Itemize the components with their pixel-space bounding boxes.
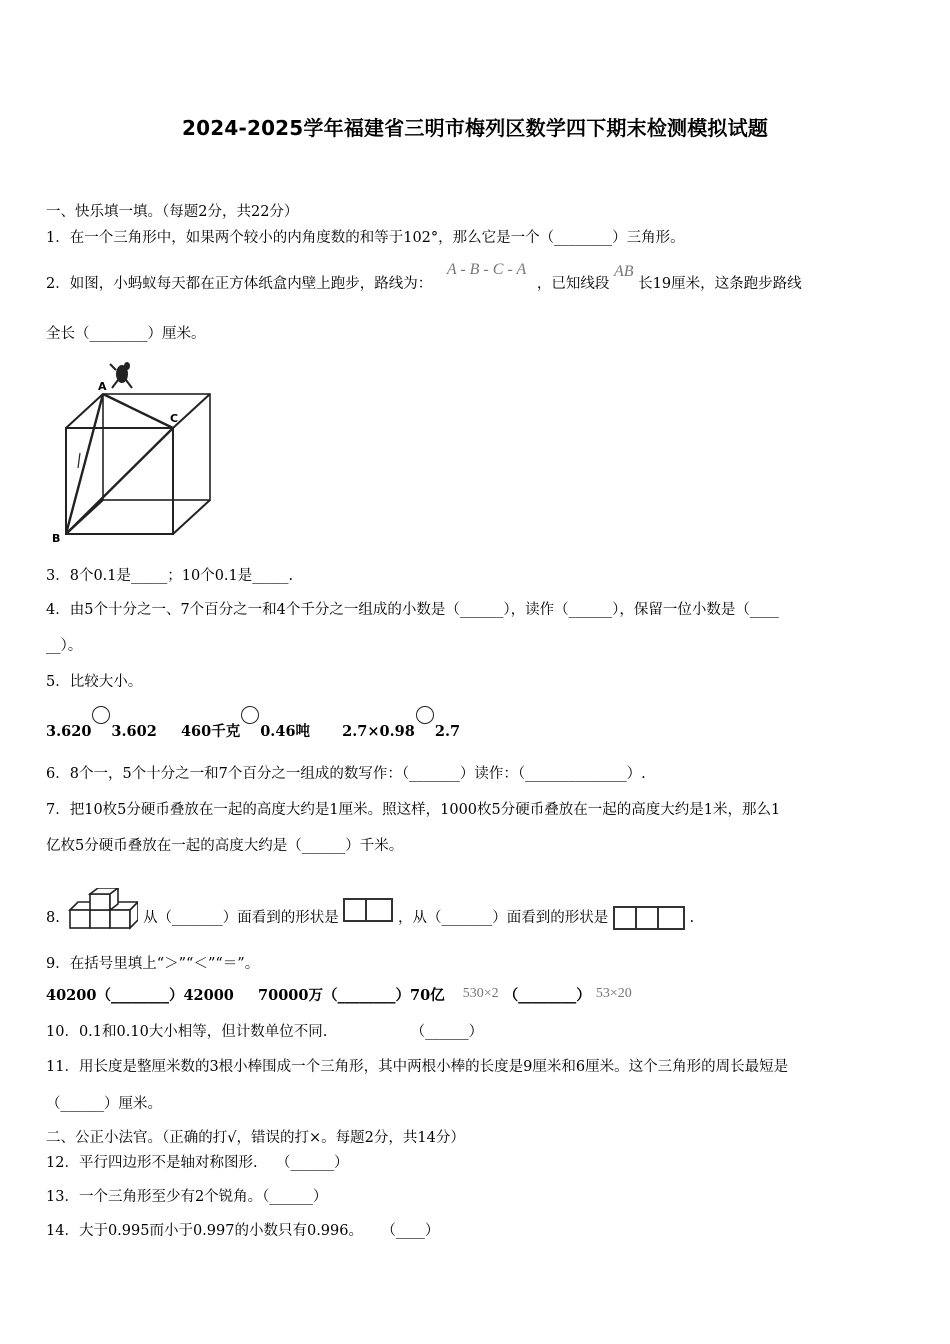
q10-text: 10．0.1和0.10大小相等，但计数单位不同. bbox=[46, 1024, 328, 1040]
label-c: C bbox=[170, 412, 179, 425]
question-14: 14．大于0.995而小于0.997的小数只有0.996。 （____） bbox=[46, 1223, 440, 1239]
question-7: 7．把10枚5分硬币叠放在一起的高度大约是1厘米。照这样，1000枚5分硬币叠放在一起的高度大约是1米，那么1 bbox=[46, 802, 781, 818]
question-9-items bbox=[46, 986, 632, 1007]
question-9: 9．在括号里填上“＞”“＜”“＝”。 bbox=[46, 956, 260, 972]
q9-c1: 530×2 bbox=[462, 986, 499, 1001]
shape-two-squares bbox=[343, 898, 393, 922]
q9-a: 40200（________）42000 bbox=[46, 987, 234, 1004]
q9-b: 70000万（________）70亿 bbox=[258, 987, 445, 1004]
q9-c3: 53×20 bbox=[595, 986, 632, 1001]
route-ca bbox=[103, 394, 173, 428]
question-5-items bbox=[46, 718, 460, 742]
question-8 bbox=[46, 888, 694, 930]
q2-text-after: 长19厘米，这条跑步路线 bbox=[638, 276, 802, 292]
q5-a2: 3.602 bbox=[111, 723, 157, 740]
compare-circle-3[interactable] bbox=[416, 706, 434, 724]
q8-number: 8. bbox=[46, 910, 60, 926]
q5-b1: 460千克 bbox=[180, 723, 241, 740]
q8-part2: ，从（_______）面看到的形状是 bbox=[398, 910, 609, 926]
question-12: 12．平行四边形不是轴对称图形. （______） bbox=[46, 1155, 349, 1171]
question-2-line2: 全长（________）厘米。 bbox=[46, 326, 206, 342]
blocks-figure-icon bbox=[68, 888, 138, 930]
question-5: 5．比较大小。 bbox=[46, 674, 143, 690]
ant-icon bbox=[110, 362, 132, 388]
q9-c2: （________） bbox=[503, 987, 591, 1004]
question-13: 13．一个三角形至少有2个锐角。（______） bbox=[46, 1189, 328, 1205]
q2-route: A - B - C - A bbox=[446, 261, 527, 278]
question-4-line2: __）。 bbox=[46, 638, 83, 654]
q5-b2: 0.46吨 bbox=[260, 723, 311, 740]
route-bc bbox=[66, 428, 173, 534]
q8-end: . bbox=[689, 910, 695, 926]
q5-c1: 2.7×0.98 bbox=[342, 723, 415, 740]
shape-three-squares bbox=[613, 906, 685, 930]
compare-circle-2[interactable] bbox=[241, 706, 259, 724]
compare-circle-1[interactable] bbox=[92, 706, 110, 724]
section-1-heading: 一、快乐填一填。（每题2分，共22分） bbox=[46, 204, 299, 220]
question-3: 3．8个0.1是_____；10个0.1是_____. bbox=[46, 568, 294, 584]
route-ab bbox=[66, 394, 103, 534]
q8-part1: 从（_______）面看到的形状是 bbox=[143, 910, 339, 926]
cube-figure bbox=[48, 358, 218, 548]
question-11-line2: （______）厘米。 bbox=[46, 1096, 162, 1112]
q2-text-before: 2．如图，小蚂蚁每天都在正方体纸盒内壁上跑步，路线为： bbox=[46, 276, 433, 292]
q5-c2: 2.7 bbox=[434, 723, 461, 740]
question-7-line2: 亿枚5分硬币叠放在一起的高度大约是（______）千米。 bbox=[46, 838, 404, 854]
question-4: 4．由5个十分之一、7个百分之一和4个千分之一组成的小数是（______），读作（______），保留一位小数是（____ bbox=[46, 602, 779, 618]
q2-text-mid: ，已知线段 bbox=[536, 276, 610, 292]
label-b: B bbox=[52, 532, 61, 545]
page-title: 2024-2025学年福建省三明市梅列区数学四下期末检测模拟试题 bbox=[181, 116, 769, 140]
section-2-heading: 二、公正小法官。（正确的打√，错误的打×。每题2分，共14分） bbox=[46, 1130, 465, 1146]
question-11: 11．用长度是整厘米数的3根小棒围成一个三角形，其中两根小棒的长度是9厘米和6厘米。这个三角形的周长最短是 bbox=[46, 1059, 789, 1075]
question-2 bbox=[46, 261, 802, 294]
q5-a1: 3.620 bbox=[46, 723, 92, 740]
q10-blank: （______） bbox=[410, 1024, 484, 1040]
question-10 bbox=[46, 1022, 483, 1042]
question-1: 1．在一个三角形中，如果两个较小的内角度数的和等于102°，那么它是一个（________）三角形。 bbox=[46, 230, 685, 246]
q2-segment: AB bbox=[613, 263, 634, 280]
question-6: 6．8个一，5个十分之一和7个百分之一组成的数写作：（_______）读作：（______________）. bbox=[46, 766, 646, 782]
label-a: A bbox=[98, 380, 107, 393]
